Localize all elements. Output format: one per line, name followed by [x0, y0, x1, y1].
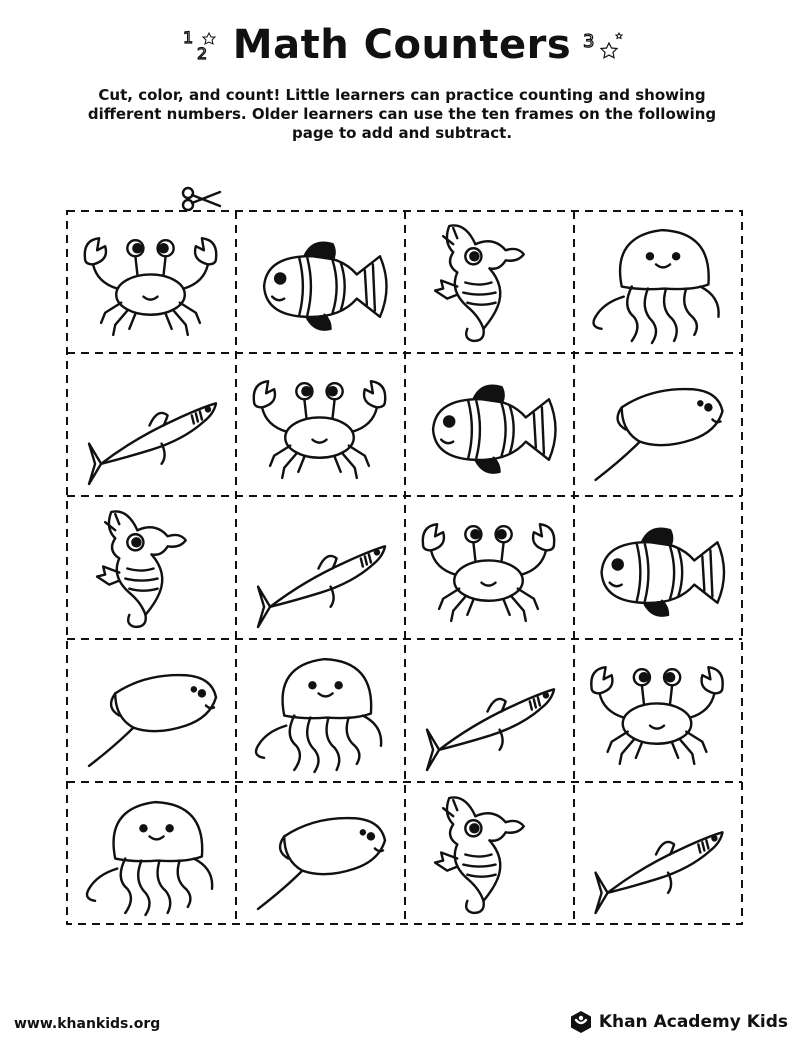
counters-grid [66, 210, 743, 925]
counter-cell-shark [410, 645, 567, 776]
stingray-icon [241, 788, 398, 919]
clownfish-icon [241, 216, 398, 347]
counter-cell-clownfish [241, 216, 398, 347]
khan-academy-hexagon-icon [569, 1010, 593, 1034]
shark-icon [579, 788, 735, 919]
title-row [0, 22, 804, 68]
clownfish-icon [410, 359, 567, 490]
counter-cell-crab [241, 359, 398, 490]
svg-text:3: 3 [583, 31, 595, 52]
crab-icon [72, 216, 229, 347]
footer-url: www.khankids.org [14, 1016, 161, 1032]
jellyfish-icon [579, 216, 735, 347]
counter-cell-stingray [579, 359, 735, 490]
numbers-deco-icon [179, 25, 223, 65]
page-title: Math Counters [232, 22, 572, 68]
counter-cell-jellyfish [72, 788, 229, 919]
crab-icon [579, 645, 735, 776]
counter-cell-crab [410, 502, 567, 633]
seahorse-icon [410, 788, 567, 919]
counter-cell-clownfish [579, 502, 735, 633]
crab-icon [410, 502, 567, 633]
shark-icon [410, 645, 567, 776]
intro-text: Cut, color, and count! Little learners can practice counting and showing different numbers. Older learners can use the ten frames on the following page to add and subtract. [87, 86, 717, 142]
stingray-icon [579, 359, 735, 490]
seahorse-icon [410, 216, 567, 347]
crab-icon [241, 359, 398, 490]
svg-text:2: 2 [196, 44, 207, 63]
counter-cell-jellyfish [241, 645, 398, 776]
counter-cell-shark [579, 788, 735, 919]
counter-cell-stingray [241, 788, 398, 919]
counter-cell-seahorse [410, 216, 567, 347]
brand-name: Khan Academy Kids [598, 1012, 788, 1032]
counter-cell-shark [72, 359, 229, 490]
seahorse-icon [72, 502, 229, 633]
clownfish-icon [579, 502, 735, 633]
brand-logo [569, 1010, 788, 1034]
jellyfish-icon [241, 645, 398, 776]
counter-cell-seahorse [72, 502, 229, 633]
counter-cell-seahorse [410, 788, 567, 919]
counter-cell-crab [72, 216, 229, 347]
counter-cell-clownfish [410, 359, 567, 490]
stingray-icon [72, 645, 229, 776]
svg-text:1: 1 [182, 28, 193, 47]
jellyfish-icon [72, 788, 229, 919]
counter-cell-crab [579, 645, 735, 776]
counter-cell-shark [241, 502, 398, 633]
shark-icon [72, 359, 229, 490]
star-number-deco-icon [581, 25, 625, 65]
counter-cell-jellyfish [579, 216, 735, 347]
scissors-icon [180, 186, 224, 212]
shark-icon [241, 502, 398, 633]
counter-cell-stingray [72, 645, 229, 776]
